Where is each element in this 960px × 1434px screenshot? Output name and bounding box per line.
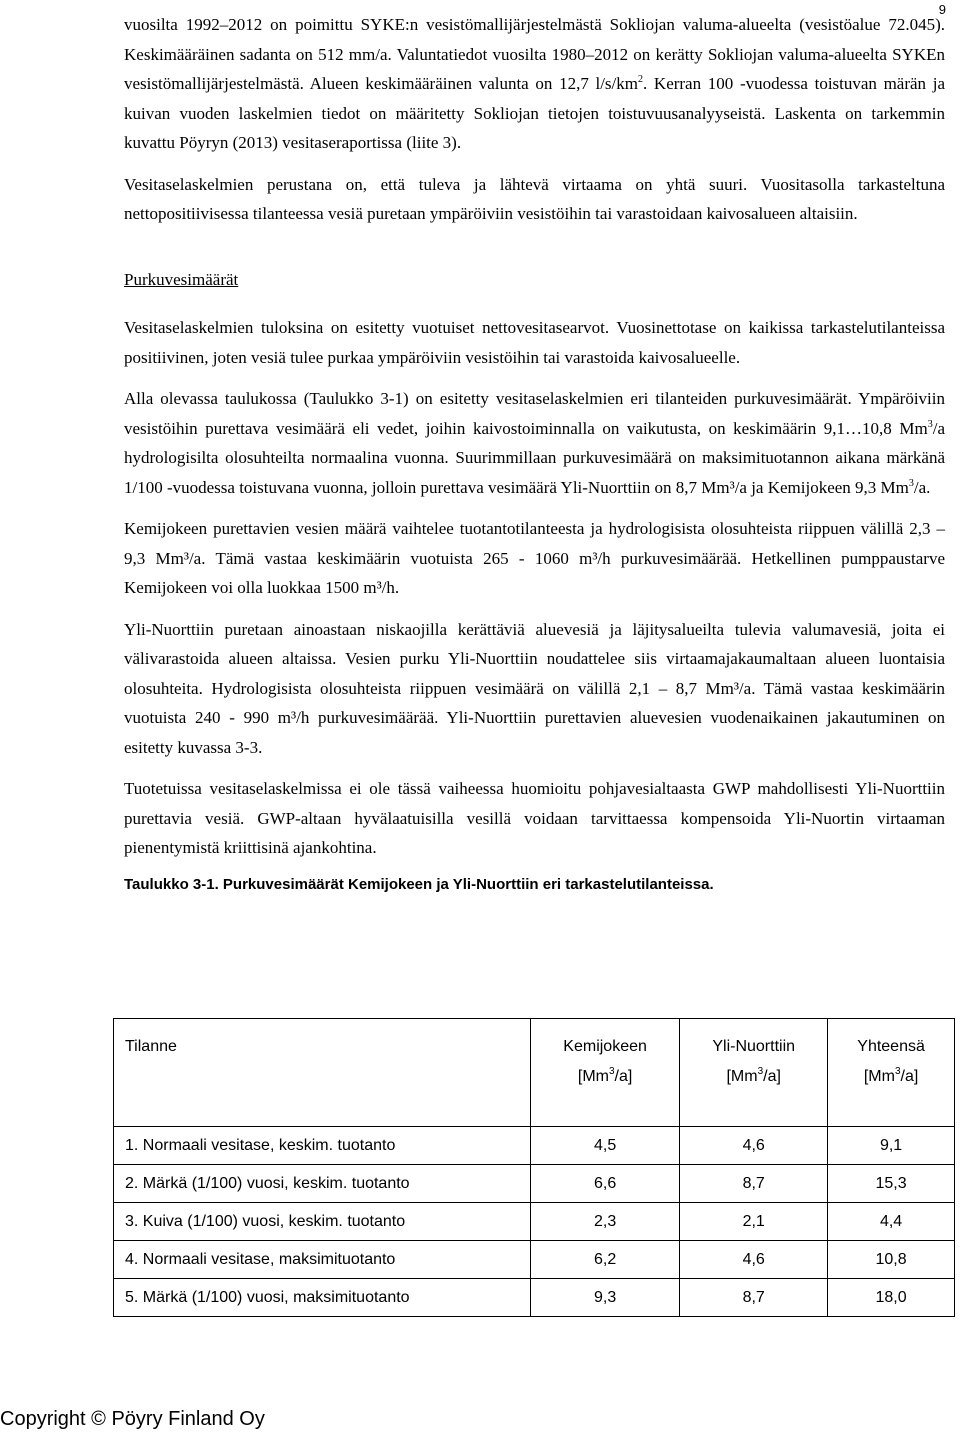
unit-text: [Mm [577,1068,609,1085]
unit-superscript: 3 [894,1066,901,1077]
cell-kemijoki: 6,2 [531,1241,680,1279]
unit-superscript: 3 [608,1066,615,1077]
table-row [114,1165,955,1203]
paragraph-water-balance-basis: Vesitaselaskelmien perustana on, että tuleva ja lähtevä virtaama on yhtä suuri. Vuositasolla tarkasteltuna nettopositiivisessa tilanteessa vesiä puretaan ympäröiviin vesistöihin tai varastoidaan kaivosalueen altaisiin. [124,174,945,223]
superscript: 3 [908,477,914,489]
header-unit [864,1068,918,1085]
cell-yhteensa: 4,4 [828,1203,955,1241]
discharge-table [113,1018,955,1317]
paragraph-table-intro [124,384,945,502]
header-label: Yli-Nuorttiin [712,1038,796,1055]
header-kemijoki [531,1019,680,1127]
unit-text: [Mm [863,1068,895,1085]
header-unit [726,1068,780,1085]
header-yhteensa [828,1019,955,1127]
section-heading: Purkuvesimäärät [124,269,239,289]
header-unit [578,1068,632,1085]
paragraph-kemijoki: Kemijokeen purettavien vesien määrä vaihtelee tuotantotilanteesta ja hydrologisista olosuhteista riippuen välillä 2,3 – 9,3 Mm³/a. Tämä vastaa keskimäärin vuotuista 265 - 1060 m³/h purkuvesimäärää. Hetkellinen pumppaustarve Kemijokeen voi olla luokkaa 1500 m³/h. [124,519,945,597]
paragraph-yli-nuortti: Yli-Nuorttiin puretaan ainoastaan niskaojilla kerättäviä aluevesiä ja läjitysalueilta tulevia valumavesiä, joita ei välivarastoida alueen altaissa. Vesien purku Yli-Nuorttiin noudattelee siis virtaamajakaumaltaan alueen luontaisia olosuhteita. Hydrologisista olosuhteista riippuen vesimäärä on välillä 2,1 – 8,7 Mm³/a. Tämä vastaa keskimäärin vuotuista 240 - 990 m³/h purkuvesimäärää. Yli-Nuorttiin purettavien aluevesien vuodenaikainen jakautuminen on esitetty kuvassa 3-3. [124,619,945,757]
cell-yli-nuortti: 4,6 [680,1127,828,1165]
paragraph-text: vuosilta 1992–2012 on poimittu SYKE:n vesistömallijärjestelmästä Sokliojan valuma-alueelta (vesistöalue 72.045). Keskimääräinen sadanta on 512 mm/a. Valuntatiedot vuosilta 1980–2012 on kerätty Sokliojan valuma-alueelta SYKEn vesistömallijärjestelmästä. Alueen keskimääräinen valunta on 12,7 l/s/km [124,15,945,93]
cell-yhteensa: 15,3 [828,1165,955,1203]
cell-yli-nuortti: 4,6 [680,1241,828,1279]
cell-tilanne: 2. Märkä (1/100) vuosi, keskim. tuotanto [114,1165,531,1203]
cell-kemijoki: 4,5 [531,1127,680,1165]
superscript: 2 [638,74,643,85]
page-number: 9 [938,2,946,17]
unit-text: [Mm [726,1068,758,1085]
header-label: Kemijokeen [563,1038,647,1055]
paragraph-results: Vesitaselaskelmien tuloksina on esitetty vuotuiset nettovesitasearvot. Vuosinettotase on kaikissa tarkastelutilanteissa positiivinen, joten vesiä tulee purkaa ympäröiviin vesistöihin tai varastoida kaivosalueelle. [124,318,945,367]
cell-kemijoki: 9,3 [531,1279,680,1317]
paragraph-gwp: Tuotetuissa vesitaselaskelmissa ei ole tässä vaiheessa huomioitu pohjavesialtaasta GWP mahdollisesti Yli-Nuorttiin purettavia vesiä. GWP-altaan hyvälaatuisilla vesillä voidaan tarvittaessa kompensoida Yli-Nuortin virtaaman pienentymistä kriittisinä ajankohtina. [124,779,945,857]
paragraph-text: . Kerran 100 -vuodessa toistuvan märän ja kuivan vuoden laskelmien tiedot on määritetty Sokliojan tietojen toistuvuusanalyyseistä. Laskenta on tarkemmin kuvattu Pöyryn (2013) vesitaseraportissa (liite 3). [124,74,945,152]
cell-yhteensa: 10,8 [828,1241,955,1279]
table-row [114,1279,955,1317]
table-row [114,1241,955,1279]
unit-text: /a] [763,1068,781,1085]
cell-kemijoki: 6,6 [531,1165,680,1203]
header-tilanne: Tilanne [114,1019,531,1127]
table-header-row [114,1019,955,1127]
cell-tilanne: 3. Kuiva (1/100) vuosi, keskim. tuotanto [114,1203,531,1241]
paragraph-text: /a hydrologisilta olosuhteilta normaalina vuonna. Suurimmillaan purkuvesimäärä on maksimituotannon aikana märkänä 1/100 -vuodessa toistuvana vuonna, jolloin purettava vesimäärä Yli-Nuorttiin on 8,7 Mm³/a ja Kemijokeen 9,3 Mm [124,418,945,497]
cell-tilanne: 4. Normaali vesitase, maksimituotanto [114,1241,531,1279]
cell-yhteensa: 18,0 [828,1279,955,1317]
table-row [114,1127,955,1165]
unit-superscript: 3 [757,1066,764,1077]
superscript: 3 [927,418,933,430]
paragraph-text: /a. [913,477,931,497]
unit-text: /a] [614,1068,633,1085]
paragraph-hydrology-data [124,10,945,158]
cell-tilanne: 1. Normaali vesitase, keskim. tuotanto [114,1127,531,1165]
cell-yhteensa: 9,1 [828,1127,955,1165]
cell-kemijoki: 2,3 [531,1203,680,1241]
unit-text: /a] [900,1068,919,1085]
document-body [124,10,945,895]
cell-yli-nuortti: 8,7 [680,1279,828,1317]
cell-yli-nuortti: 8,7 [680,1165,828,1203]
table-caption: Taulukko 3-1. Purkuvesimäärät Kemijokeen ja Yli-Nuorttiin eri tarkastelutilanteissa. [124,875,714,893]
cell-yli-nuortti: 2,1 [680,1203,828,1241]
header-yli-nuortti [680,1019,828,1127]
copyright-footer: Copyright © Pöyry Finland Oy [0,1408,265,1430]
paragraph-text: Alla olevassa taulukossa (Taulukko 3-1) on esitetty vesitaselaskelmien eri tilanteiden purkuvesimäärät. Ympäröiviin vesistöihin purettava vesimäärä eli vedet, joihin kaivostoiminnalla on vaikutusta, on keskimäärin 9,1…10,8 Mm [124,389,945,438]
table-row [114,1203,955,1241]
cell-tilanne: 5. Märkä (1/100) vuosi, maksimituotanto [114,1279,531,1317]
header-label: Yhteensä [857,1038,925,1055]
